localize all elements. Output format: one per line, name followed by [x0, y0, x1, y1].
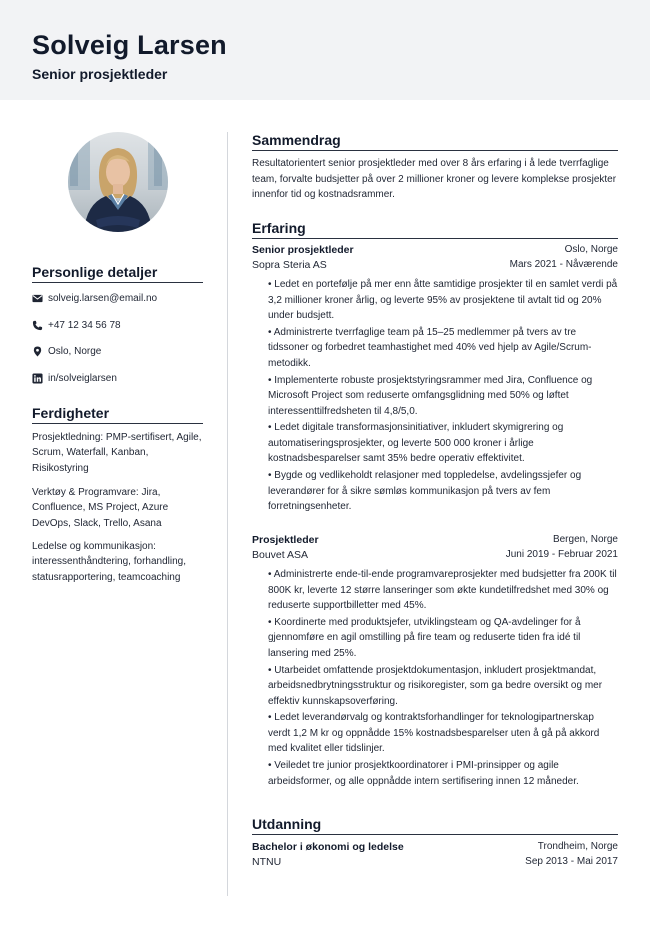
skills-heading: Ferdigheter	[32, 405, 203, 424]
candidate-name: Solveig Larsen	[32, 30, 227, 60]
job-2-header	[252, 534, 618, 546]
education-school: NTNU	[252, 856, 282, 868]
list-item: • Ledet leverandørvalg og kontraktsforhandlinger for teknologipartnerskap verdt 1,2 M kr og oppnådde 15% kostnadsbesparelser uten å gå på akkord med kvalitet eller tidslinjer.	[268, 712, 600, 755]
skill-tools: Verktøy & Programvare: Jira, Confluence, MS Project, Azure DevOps, Slack, Trello, Asana	[32, 487, 169, 529]
location-pin-icon	[32, 346, 43, 357]
candidate-title: Senior prosjektleder	[32, 66, 168, 82]
personal-details-heading: Personlige detaljer	[32, 264, 203, 283]
phone-icon	[32, 320, 43, 331]
skill-leadership: Ledelse og kommunikasjon: interessenthåndtering, forhandling, statusrapportering, teamcoaching	[32, 541, 186, 583]
job-2-subheader	[252, 549, 618, 561]
job-2-role: Prosjektleder	[252, 534, 319, 546]
list-item: • Utarbeidet omfattende prosjektdokumentasjon, inkludert prosjektmandat, arbeidsnedbrytningsstruktur og risikoregister, som ga bedre oversikt og mer effektiv kunnskapsoverføring.	[268, 664, 603, 707]
list-item: • Koordinerte med produktsjefer, utviklingsteam og QA-avdelinger for å gjennomføre en agil omstilling på fire team og reduserte tiden fra idé til lansering med 25%.	[268, 616, 581, 659]
list-item: • Ledet en portefølje på mer enn åtte samtidige prosjekter til en samlet verdi på 3,2 millioner kroner årlig, og leverte 95% av prosjektene til avtalt tid og 20% under budsjett.	[268, 279, 618, 321]
education-subheader	[252, 856, 618, 868]
email-icon	[32, 293, 43, 304]
education-heading: Utdanning	[252, 816, 618, 835]
linkedin-icon	[32, 373, 43, 384]
job-1-header	[252, 244, 618, 256]
contact-email[interactable]	[32, 291, 157, 305]
job-1-location: Oslo, Norge	[564, 244, 618, 255]
profile-photo	[68, 132, 168, 232]
job-2-period: Juni 2019 - Februar 2021	[505, 549, 618, 560]
job-1-company: Sopra Steria AS	[252, 259, 327, 271]
contact-linkedin[interactable]	[32, 371, 117, 385]
job-2-company: Bouvet ASA	[252, 549, 309, 561]
email-text: solveig.larsen@email.no	[48, 292, 158, 304]
education-period: Sep 2013 - Mai 2017	[525, 856, 618, 867]
job-1-period: Mars 2021 - Nåværende	[509, 259, 618, 270]
education-location: Trondheim, Norge	[537, 841, 618, 852]
location-text: Oslo, Norge	[48, 345, 102, 357]
summary-text: Resultatorientert senior prosjektleder med over 8 års erfaring i å lede tverrfaglige team, forvalte budsjetter på over 2 millioner kroner og levere komplekse prosjekter innenfor tid og kostnadsrammer.	[252, 158, 617, 200]
column-divider	[227, 132, 228, 896]
summary-heading: Sammendrag	[252, 132, 618, 151]
job-2-bullets	[268, 567, 618, 790]
job-1-bullets	[268, 277, 618, 516]
linkedin-text: in/solveiglarsen	[48, 372, 117, 384]
job-1-role: Senior prosjektleder	[252, 244, 354, 256]
list-item: • Administrerte tverrfaglige team på 15–25 medlemmer på tvers av tre tidssoner og forbedret teamhastighet med 40% ved hjelp av Agile/Scrum-metodikk.	[268, 326, 592, 369]
list-item: • Ledet digitale transformasjonsinitiativer, inkludert skymigrering og automatiseringsprosjekter, og leverte 500 000 kroner i årlige kostnadsbesparelser samt 35% bedre operativ effektivitet.	[268, 422, 564, 465]
contact-location	[32, 344, 101, 358]
skill-project-management: Prosjektledning: PMP-sertifisert, Agile, Scrum, Waterfall, Kanban, Risikostyring	[32, 432, 202, 474]
list-item: • Implementerte robuste prosjektstyringsrammer med Jira, Confluence og Microsoft Project som reduserte omfangsglidning med 50% og løftet interessenttilfredsheten til 4,8/5,0.	[268, 374, 593, 417]
phone-text: +47 12 34 56 78	[48, 319, 121, 331]
list-item: • Veiledet tre junior prosjektkoordinatorer i PMI-prinsipper og agile arbeidsformer, og alle oppnådde intern sertifisering innen 12 måneder.	[268, 760, 579, 787]
job-2-location: Bergen, Norge	[552, 534, 618, 545]
experience-heading: Erfaring	[252, 220, 618, 239]
header-band	[0, 0, 650, 100]
education-degree: Bachelor i økonomi og ledelse	[252, 841, 404, 853]
contact-phone[interactable]	[32, 318, 121, 332]
list-item: • Administrerte ende-til-ende programvareprosjekter med budsjetter fra 200K til 800K kr, leverte 12 større lanseringer som økte kundetilfredshet med 30% og reduserte supportbilletter med 45%.	[268, 569, 617, 611]
job-1-subheader	[252, 259, 618, 271]
list-item: • Bygde og vedlikeholdt relasjoner med toppledelse, avdelingssjefer og leverandører for å sikre sømløs kommunikasjon på tvers av fem forretningsenheter.	[268, 470, 582, 513]
education-header	[252, 841, 618, 853]
